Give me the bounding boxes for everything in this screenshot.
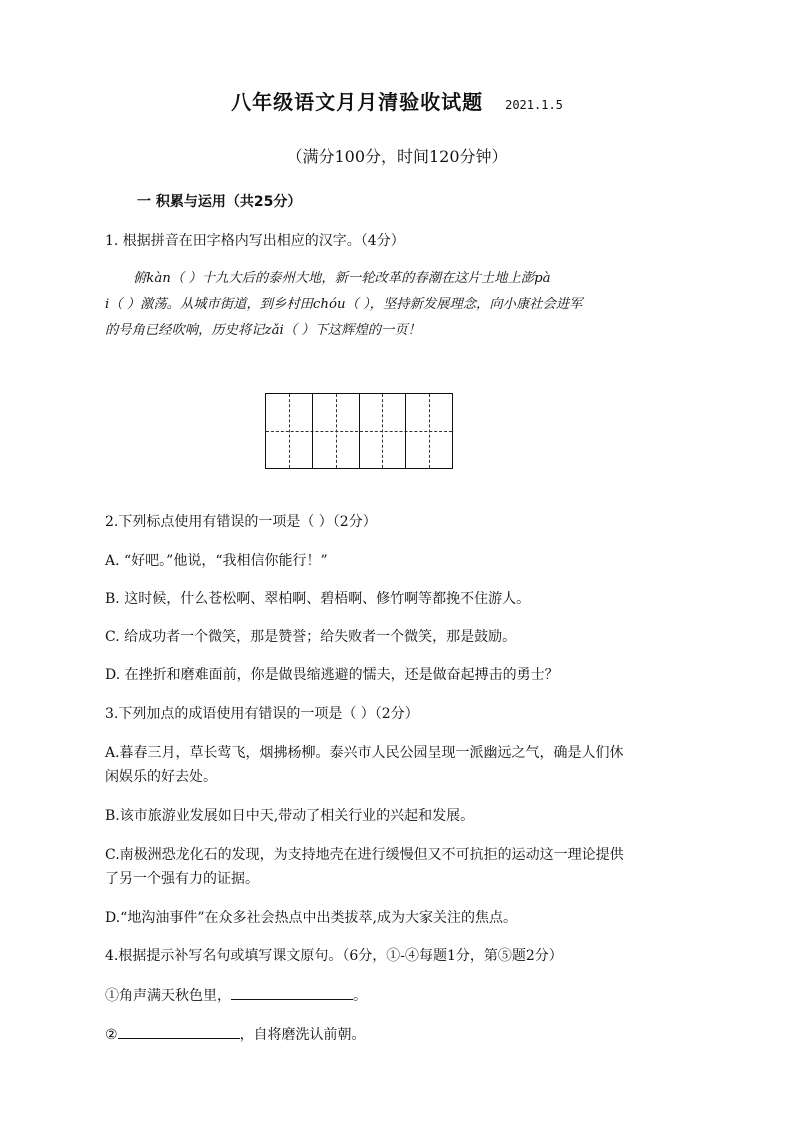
grid-cell[interactable] (360, 394, 407, 468)
grid-cell[interactable] (406, 394, 452, 468)
grid-vertical-guide (336, 394, 337, 468)
question-4-item-2 (105, 1022, 695, 1047)
question-3-option-c-line2: 了另一个强有力的证据。 (105, 871, 259, 887)
grid-vertical-guide (382, 394, 383, 468)
question-3-option-d: D.“地沟油事件”在众多社会热点中出类拔萃,成为大家关注的焦点。 (105, 910, 517, 926)
question-2-stem: 2.下列标点使用有错误的一项是（ ）（2分） (105, 514, 377, 530)
passage-line: 俯kàn（ ）十九大后的泰州大地，新一轮改革的春潮在这片土地上澎pà (133, 271, 551, 286)
answer-blank[interactable] (118, 1022, 240, 1039)
question-3-stem: 3.下列加点的成语使用有错误的一项是（ ）（2分） (105, 706, 419, 722)
item-1-prefix: ①角声满天秋色里， (105, 988, 231, 1004)
tian-zi-ge-grid[interactable] (265, 393, 453, 469)
grid-cell[interactable] (266, 394, 313, 468)
exam-subtitle: （满分100分，时间120分钟） (286, 147, 508, 166)
question-2-option-b: B. 这时候，什么苍松啊、翠柏啊、碧梧啊、修竹啊等都挽不住游人。 (105, 591, 531, 607)
item-2-prefix: ② (105, 1027, 118, 1043)
question-4-stem: 4.根据提示补写名句或填写课文原句。（6分，①-④每题1分，第⑤题2分） (105, 948, 563, 964)
grid-vertical-guide (289, 394, 290, 468)
passage-line: i（ ）激荡。从城市街道，到乡村田chóu（ ），坚持新发展理念，向小康社会进军 (105, 297, 583, 312)
item-2-suffix: ，自将磨洗认前朝。 (239, 1027, 366, 1043)
section-heading: 一 积累与运用（共25分） (137, 194, 302, 210)
answer-blank[interactable] (231, 983, 353, 1000)
passage-line: 的号角已经吹响，历史将记zǎi（ ）下这辉煌的一页！ (105, 323, 421, 338)
grid-cell[interactable] (313, 394, 360, 468)
question-2-option-a: A. “好吧。”他说，“我相信你能行！” (105, 553, 328, 569)
question-3-option-b: B.该市旅游业发展如日中天,带动了相关行业的兴起和发展。 (105, 808, 475, 824)
question-2-option-c: C. 给成功者一个微笑，那是赞誉；给失败者一个微笑，那是鼓励。 (105, 629, 517, 645)
question-3-option-a-line1: A.暮春三月，草长莺飞，烟拂杨柳。泰兴市人民公园呈现一派幽远之气，确是人们休 (105, 745, 624, 761)
question-2-option-d: D. 在挫折和磨难面前，你是做畏缩逃避的懦夫，还是做奋起搏击的勇士？ (105, 667, 559, 683)
question-1-stem: 1. 根据拼音在田字格内写出相应的汉字。（4分） (105, 233, 405, 249)
exam-date: 2021.1.5 (505, 98, 563, 112)
question-3-option-a-line2: 闲娱乐的好去处。 (105, 769, 217, 785)
question-1-passage (105, 266, 695, 344)
grid-vertical-guide (429, 394, 430, 468)
question-4-item-1 (105, 983, 695, 1008)
exam-title: 八年级语文月月清验收试题 (231, 90, 484, 114)
exam-title-row (0, 86, 794, 115)
question-3-option-c-line1: C.南极洲恐龙化石的发现，为支持地壳在进行缓慢但又不可抗拒的运动这一理论提供 (105, 847, 624, 863)
item-1-suffix: 。 (353, 988, 367, 1004)
